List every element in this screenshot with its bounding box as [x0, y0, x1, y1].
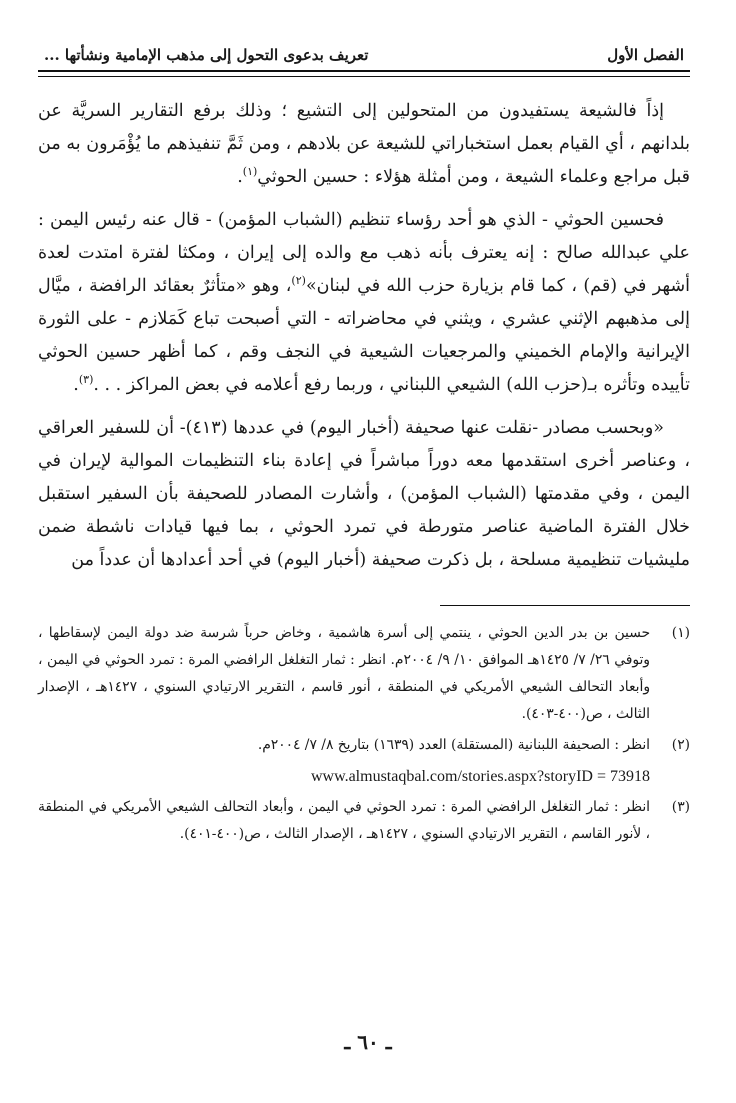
footnote-url[interactable]: www.almustaqbal.com/stories.aspx?storyID = 73918 [310, 768, 650, 785]
chapter-label: الفصل الأول [607, 46, 684, 64]
paragraph-2: فحسين الحوثي - الذي هو أحد رؤساء تنظيم (الشباب المؤمن) - قال عنه رئيس اليمن : علي عبدالله صالح : إنه يعترف بأنه ذهب مع والده إلى إيران ، ومكثا لفترة امتدت لعدة أشهر في (قم) ، كما قام بزيارة حزب الله في لبنان»$^{(٢)}$، وهو «متأثرٌ بعقائد الرافضة ، ميَّال إلى مذهبهم الإثني عشري ، ويثني في محاضراته - التي أصبحت تباع كَمَلازم - على الثورة الإيرانية والإمام الخميني والمرجعيات الشيعية في النجف وقم ، كما أظهر حسين الحوثي تأييده وتأثره بـ(حزب الله) الشيعي اللبناني ، وربما رفع أعلامه في بعض المراكز . . .$^{(٣)}$. [38, 210, 690, 395]
paragraph-3: «وبحسب مصادر -نقلت عنها صحيفة (أخبار اليوم) في عددها (٤١٣)- أن للسفير العراقي ، وعناصر أخرى استقدمها معه دوراً مباشراً في إعادة بناء التنظيمات الموالية لإيران في اليمن ، وفي مقدمتها (الشباب المؤمن) ، وأشارت المصادر للصحيفة بأن السفير استقبل خلال الفترة الماضية عناصر متورطة في تمرد الحوثي ، بما فيها قيادات ناشطة ضمن مليشيات تنظيمية مسلحة ، بل ذكرت صحيفة (أخبار اليوم) في أحد أعدادها أن عدداً من [38, 418, 690, 570]
header-rule [38, 73, 690, 77]
chapter-title: تعريف بدعوى التحول إلى مذهب الإمامية ونشأتها ... [44, 46, 369, 64]
page-number: ـ ٦٠ ـ [344, 1030, 392, 1054]
footnote-number: (٣) [671, 799, 690, 815]
footnote-3 [38, 794, 690, 848]
footnote-ref-3[interactable]: (٣) [78, 373, 94, 387]
footnote-number: (٢) [671, 737, 690, 753]
paragraph-1: إذاً فالشيعة يستفيدون من المتحولين إلى التشيع ؛ وذلك برفع التقارير السريَّة عن بلدانهم ، أي القيام بعمل استخباراتي للشيعة عن بلادهم ، ومن ثَمَّ تنفيذهم ما يُؤْمَرون به من قبل مراجع وعلماء الشيعة ، ومن أمثلة هؤلاء : حسين الحوثي$^{(١)}$. [38, 101, 690, 187]
page [38, 38, 690, 852]
footnote-2 [38, 732, 690, 759]
footnote-separator [440, 605, 690, 606]
running-header [38, 38, 690, 72]
footnote-1 [38, 620, 690, 728]
footnote-text: حسين بن بدر الدين الحوثي ، ينتمي إلى أسرة هاشمية ، وخاض حرباً شرسة ضد دولة اليمن لإسقاطها ، وتوفي ٢٦/ ٧/ ١٤٢٥هـ الموافق ١٠/ ٩/ ٢٠٠٤م. انظر : ثمار التغلغل الرافضي المرة : تمرد الحوثي في اليمن ، وأبعاد التحالف الشيعي الأمريكي في المنطقة ، أنور قاسم ، التقرير الارتيادي السنوي ، ١٤٢٧هـ ، الإصدار الثالث ، ص(٤٠٠-٤٠٣). [38, 625, 650, 722]
main-text [38, 95, 690, 577]
footnote-number: (١) [671, 625, 690, 641]
footnotes [38, 620, 690, 848]
footnote-text: انظر : ثمار التغلغل الرافضي المرة : تمرد الحوثي في اليمن ، وأبعاد التحالف الشيعي الأمريكي في المنطقة ، لأنور القاسم ، التقرير الارتيادي السنوي ، ١٤٢٧هـ ، الإصدار الثالث ، ص(٤٠٠-٤٠١). [38, 799, 650, 842]
footnote-ref-1[interactable]: (١) [242, 165, 258, 179]
footnote-ref-2[interactable]: (٢) [291, 274, 306, 288]
footnote-text: انظر : الصحيفة اللبنانية (المستقلة) العدد (١٦٣٩) بتاريخ ٨/ ٧/ ٢٠٠٤م. [257, 737, 650, 753]
